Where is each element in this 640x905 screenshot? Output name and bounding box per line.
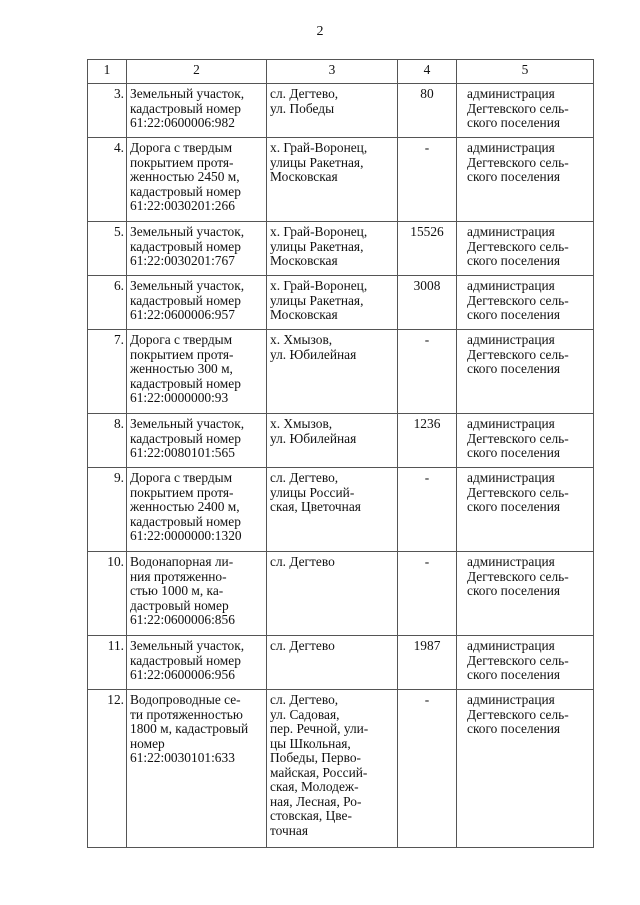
- object-name: Дорога с твердым покрытием протя- женностью 300 м, кадастровый номер 61:22:0000000:93: [130, 332, 241, 405]
- object-area: -: [398, 138, 457, 222]
- object-owner: администрация Дегтевского сель- ского поселения: [467, 692, 569, 736]
- object-area: 3008: [398, 276, 457, 330]
- row-number: 9.: [88, 468, 127, 552]
- object-name: Земельный участок, кадастровый номер 61:22:0600006:957: [130, 278, 245, 322]
- object-owner: администрация Дегтевского сель- ского поселения: [467, 470, 569, 514]
- table-row: [88, 468, 594, 552]
- object-area: 1236: [398, 414, 457, 468]
- object-name: Земельный участок, кадастровый номер 61:22:0080101:565: [130, 416, 245, 460]
- column-header-2: 2: [127, 60, 267, 84]
- object-owner: администрация Дегтевского сель- ского поселения: [467, 416, 569, 460]
- object-area: 80: [398, 84, 457, 138]
- object-address: сл. Дегтево: [270, 554, 335, 569]
- object-name: Земельный участок, кадастровый номер 61:22:0030201:767: [130, 224, 245, 268]
- object-name: Земельный участок, кадастровый номер 61:22:0600006:982: [130, 86, 245, 130]
- object-owner: администрация Дегтевского сель- ского поселения: [467, 224, 569, 268]
- object-owner: администрация Дегтевского сель- ского поселения: [467, 332, 569, 376]
- object-area: -: [398, 552, 457, 636]
- row-number: 3.: [88, 84, 127, 138]
- object-address: х. Хмызов, ул. Юбилейная: [270, 416, 357, 446]
- object-owner: администрация Дегтевского сель- ского поселения: [467, 86, 569, 130]
- table-row: [88, 690, 594, 848]
- table-header-row: [88, 60, 594, 84]
- object-name: Дорога с твердым покрытием протя- женностью 2400 м, кадастровый номер 61:22:0000000:1320: [130, 470, 242, 543]
- object-address: сл. Дегтево, ул. Садовая, пер. Речной, ули- цы Школьная, Победы, Перво- майская, Россий- ская, Молодеж- ная, Лесная, Ро- стовская, Цве- точная: [270, 692, 369, 838]
- row-number: 10.: [88, 552, 127, 636]
- object-area: 15526: [398, 222, 457, 276]
- row-number: 7.: [88, 330, 127, 414]
- property-registry-table: [87, 59, 594, 848]
- object-area: -: [398, 330, 457, 414]
- row-number: 11.: [88, 636, 127, 690]
- column-header-5: 5: [457, 60, 594, 84]
- object-area: -: [398, 468, 457, 552]
- column-header-4: 4: [398, 60, 457, 84]
- table-row: [88, 330, 594, 414]
- table-row: [88, 84, 594, 138]
- object-area: 1987: [398, 636, 457, 690]
- row-number: 5.: [88, 222, 127, 276]
- object-address: сл. Дегтево, ул. Победы: [270, 86, 339, 116]
- object-name: Водопроводные се- ти протяженностью 1800 м, кадастровый номер 61:22:0030101:633: [130, 692, 249, 765]
- object-owner: администрация Дегтевского сель- ского поселения: [467, 638, 569, 682]
- row-number: 12.: [88, 690, 127, 848]
- page-number: 2: [316, 24, 324, 39]
- table-row: [88, 276, 594, 330]
- object-name: Дорога с твердым покрытием протя- женностью 2450 м, кадастровый номер 61:22:0030201:266: [130, 140, 241, 213]
- row-number: 4.: [88, 138, 127, 222]
- table-row: [88, 636, 594, 690]
- table-row: [88, 552, 594, 636]
- object-owner: администрация Дегтевского сель- ского поселения: [467, 278, 569, 322]
- column-header-1: 1: [88, 60, 127, 84]
- table-body: [88, 84, 594, 848]
- object-address: х. Хмызов, ул. Юбилейная: [270, 332, 357, 362]
- object-area: -: [398, 690, 457, 848]
- object-owner: администрация Дегтевского сель- ского поселения: [467, 140, 569, 184]
- table-row: [88, 414, 594, 468]
- object-address: х. Грай-Воронец, улицы Ракетная, Московская: [270, 140, 368, 184]
- row-number: 8.: [88, 414, 127, 468]
- object-name: Земельный участок, кадастровый номер 61:22:0600006:956: [130, 638, 245, 682]
- object-address: х. Грай-Воронец, улицы Ракетная, Московская: [270, 278, 368, 322]
- table-row: [88, 222, 594, 276]
- row-number: 6.: [88, 276, 127, 330]
- object-name: Водонапорная ли- ния протяженно- стью 1000 м, ка- дастровый номер 61:22:0600006:856: [130, 554, 235, 627]
- column-header-3: 3: [267, 60, 398, 84]
- table-row: [88, 138, 594, 222]
- object-address: х. Грай-Воронец, улицы Ракетная, Московская: [270, 224, 368, 268]
- object-address: сл. Дегтево: [270, 638, 335, 653]
- object-address: сл. Дегтево, улицы Россий- ская, Цветочная: [270, 470, 361, 514]
- object-owner: администрация Дегтевского сель- ского поселения: [467, 554, 569, 598]
